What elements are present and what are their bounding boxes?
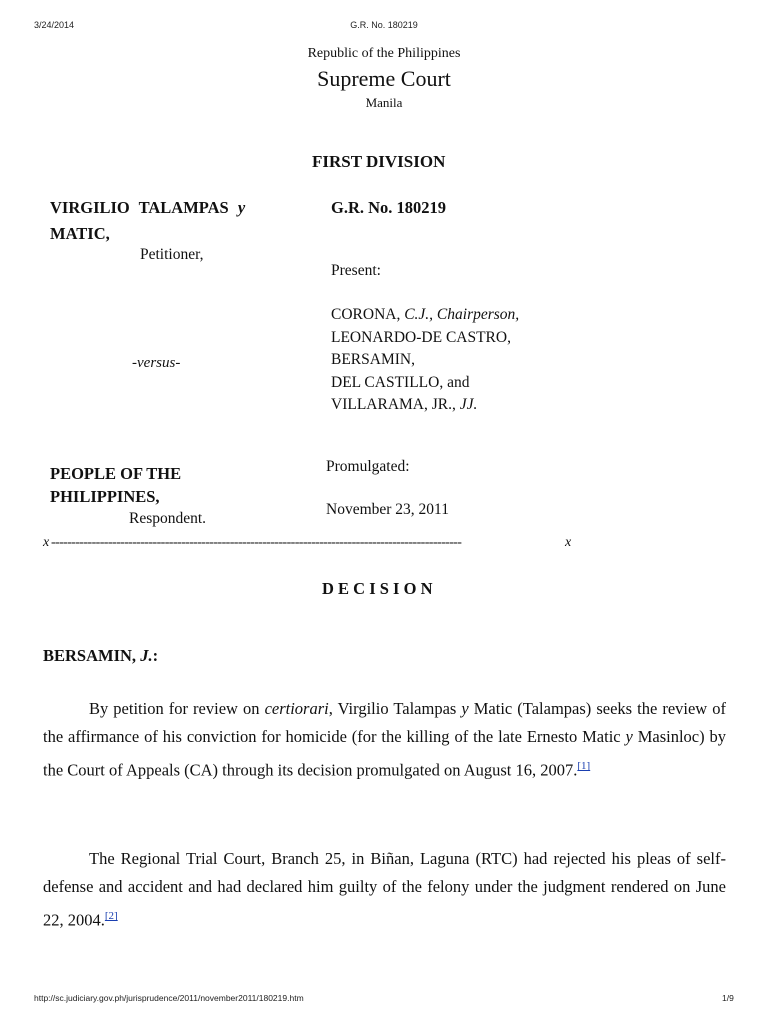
p1-text-g: Masinloc) by the Court of Appeals (CA) through its decision promulgated on August 16, 2007. xyxy=(43,727,726,780)
p2-text-a: The Regional Trial Court, Branch 25, in Biñan, Laguna (RTC) had rejected his pleas of self-defense and accident and had declared him guilty of the felony under the judgment rendered on June 22, 2004. xyxy=(43,849,726,930)
respondent-name-line2: PHILIPPINES, xyxy=(50,487,160,506)
petitioner-name-a: VIRGILIO TALAMPAS xyxy=(50,198,229,217)
justice-title: C.J., Chairperson, xyxy=(404,306,520,323)
ponente-line xyxy=(43,646,158,666)
versus-dash-2: - xyxy=(175,355,181,371)
p1-text-y2: y xyxy=(625,727,633,746)
justice-line xyxy=(331,394,519,417)
p1-text-certiorari: certiorari xyxy=(264,699,329,718)
p1-text-e: Matic (Talampas) seeks the review of the affirmance of his conviction for homicide (for the killing of the late Ernesto Matic xyxy=(43,699,727,746)
ponente-title: J. xyxy=(140,646,153,665)
versus-word: versus xyxy=(137,355,176,371)
decision-title: D E C I S I O N xyxy=(322,579,433,598)
justices-list xyxy=(331,304,519,417)
justice-line xyxy=(331,304,519,327)
footnote-1-link[interactable]: [1] xyxy=(577,760,591,772)
court-name: Supreme Court xyxy=(317,66,451,91)
p1-text-y1: y xyxy=(461,699,469,718)
footnote-2-link[interactable]: [2] xyxy=(104,910,118,922)
justice-name: DEL CASTILLO, and xyxy=(331,373,470,391)
justice-title: JJ. xyxy=(459,396,478,413)
paragraph-1 xyxy=(43,695,726,785)
gr-number: G.R. No. 180219 xyxy=(331,198,447,217)
justice-line xyxy=(331,349,519,372)
p1-text-a: By petition for review on xyxy=(89,699,265,718)
justice-line xyxy=(331,372,519,395)
ponente-name: BERSAMIN, xyxy=(43,646,141,665)
print-footer-page: 1/9 xyxy=(722,993,734,1003)
p1-text-c: , Virgilio Talampas xyxy=(328,699,462,718)
print-footer-url: http://sc.judiciary.gov.ph/jurisprudence/2011/november2011/180219.htm xyxy=(34,993,304,1003)
respondent-role: Respondent. xyxy=(129,510,207,527)
petitioner-role: Petitioner, xyxy=(140,246,204,263)
paragraph-2 xyxy=(43,845,726,935)
promulgated-date: November 23, 2011 xyxy=(326,501,449,518)
justice-name: CORONA, xyxy=(331,306,405,323)
justice-name: LEONARDO-DE CASTRO, xyxy=(331,328,511,346)
print-date: 3/24/2014 xyxy=(34,20,75,30)
petitioner-name-y: y xyxy=(237,198,246,217)
division-title: FIRST DIVISION xyxy=(312,152,446,171)
republic-line: Republic of the Philippines xyxy=(307,46,461,61)
separator-end: x xyxy=(565,535,572,550)
respondent-name-line1: PEOPLE OF THE xyxy=(50,464,182,483)
promulgated-label: Promulgated: xyxy=(326,458,410,475)
justice-name: VILLARAMA, JR., xyxy=(331,396,460,413)
justice-name: BERSAMIN, xyxy=(331,351,415,368)
present-label: Present: xyxy=(331,262,381,279)
petitioner-name-line2: MATIC, xyxy=(50,224,110,243)
ponente-colon: : xyxy=(152,646,159,665)
separator-start: x xyxy=(43,535,50,550)
separator-dashes: ----------------------------------------------------------------------------------------------------- xyxy=(51,535,462,550)
separator-line xyxy=(43,535,583,553)
versus-label xyxy=(132,355,180,372)
versus-dash-1: - xyxy=(132,355,137,371)
justice-line xyxy=(331,327,519,350)
print-title: G.R. No. 180219 xyxy=(350,20,418,30)
petitioner-name-line1 xyxy=(50,198,280,218)
court-city: Manila xyxy=(365,95,403,110)
